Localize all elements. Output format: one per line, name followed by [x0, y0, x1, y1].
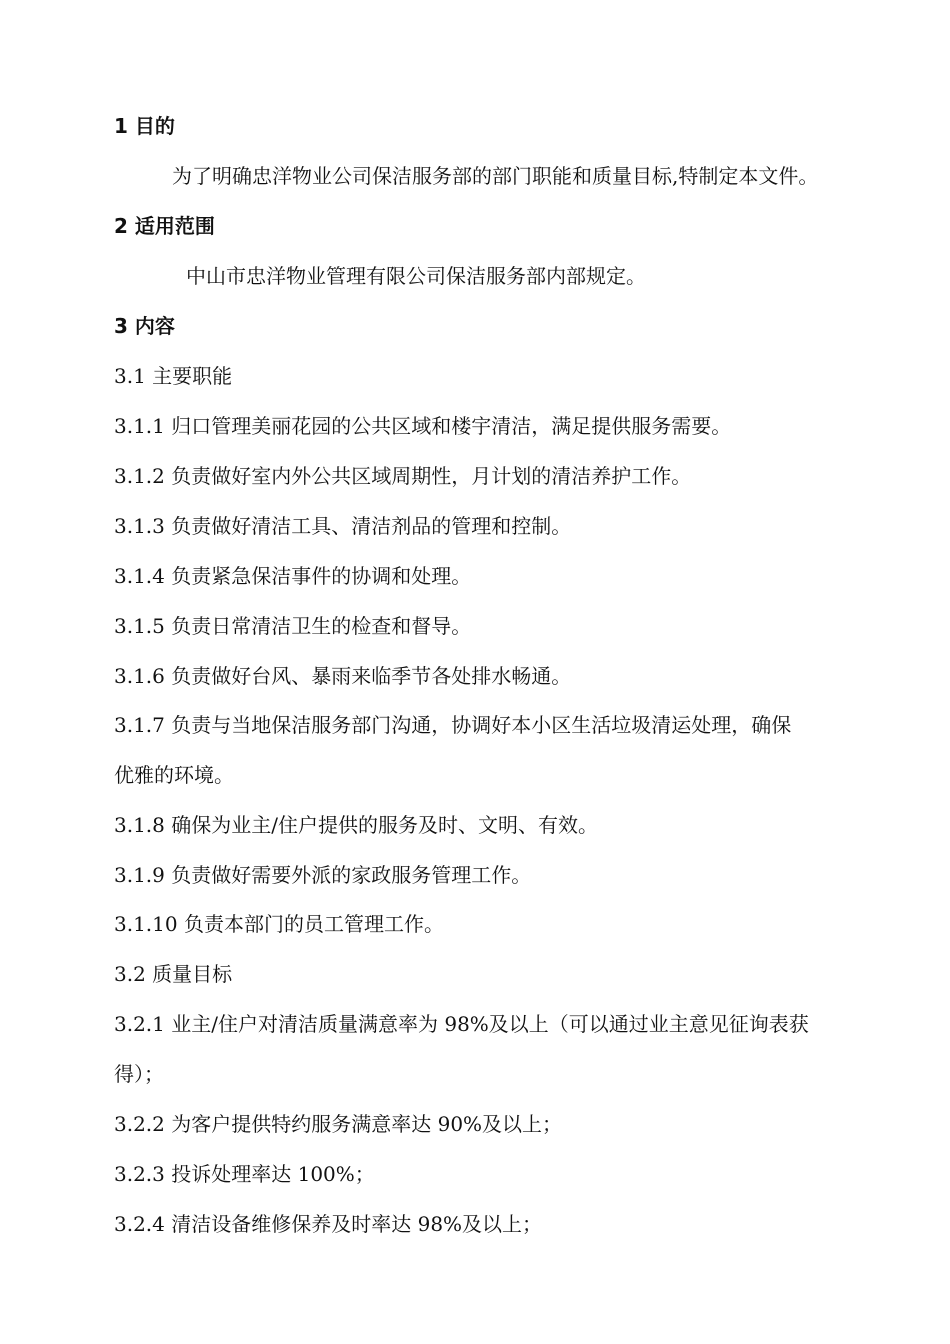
function-item: 3.1.10 负责本部门的员工管理工作。 [114, 912, 444, 936]
function-item: 3.1.9 负责做好需要外派的家政服务管理工作。 [114, 863, 532, 887]
subsection-title-quality-goals: 3.2 质量目标 [114, 962, 233, 986]
function-item: 3.1.6 负责做好台风、暴雨来临季节各处排水畅通。 [114, 664, 572, 688]
section-body-scope: 中山市忠洋物业管理有限公司保洁服务部内部规定。 [186, 264, 646, 288]
function-item: 3.1.3 负责做好清洁工具、清洁剂品的管理和控制。 [114, 514, 572, 538]
section-heading-scope: 2 适用范围 [114, 214, 215, 238]
section-heading-content: 3 内容 [114, 314, 175, 338]
section-heading-purpose: 1 目的 [114, 114, 175, 138]
quality-goal-item: 3.2.2 为客户提供特约服务满意率达 90%及以上； [114, 1112, 563, 1136]
function-item: 3.1.8 确保为业主/住户提供的服务及时、文明、有效。 [114, 813, 598, 837]
function-item-continuation: 优雅的环境。 [114, 763, 234, 787]
function-item: 3.1.5 负责日常清洁卫生的检查和督导。 [114, 614, 472, 638]
section-body-purpose: 为了明确忠洋物业公司保洁服务部的部门职能和质量目标,特制定本文件。 [172, 164, 819, 188]
function-item: 3.1.4 负责紧急保洁事件的协调和处理。 [114, 564, 472, 588]
function-item: 3.1.7 负责与当地保洁服务部门沟通，协调好本小区生活垃圾清运处理，确保 [114, 713, 792, 737]
quality-goal-item: 3.2.4 清洁设备维修保养及时率达 98%及以上； [114, 1212, 543, 1236]
quality-goal-item: 3.2.3 投诉处理率达 100%； [114, 1162, 375, 1186]
function-item: 3.1.2 负责做好室内外公共区域周期性，月计划的清洁养护工作。 [114, 464, 692, 488]
subsection-title-functions: 3.1 主要职能 [114, 364, 233, 388]
quality-goal-item-continuation: 得）； [114, 1062, 164, 1086]
quality-goal-item: 3.2.1 业主/住户对清洁质量满意率为 98%及以上（可以通过业主意见征询表获 [114, 1012, 809, 1036]
function-item: 3.1.1 归口管理美丽花园的公共区域和楼宇清洁，满足提供服务需要。 [114, 414, 732, 438]
